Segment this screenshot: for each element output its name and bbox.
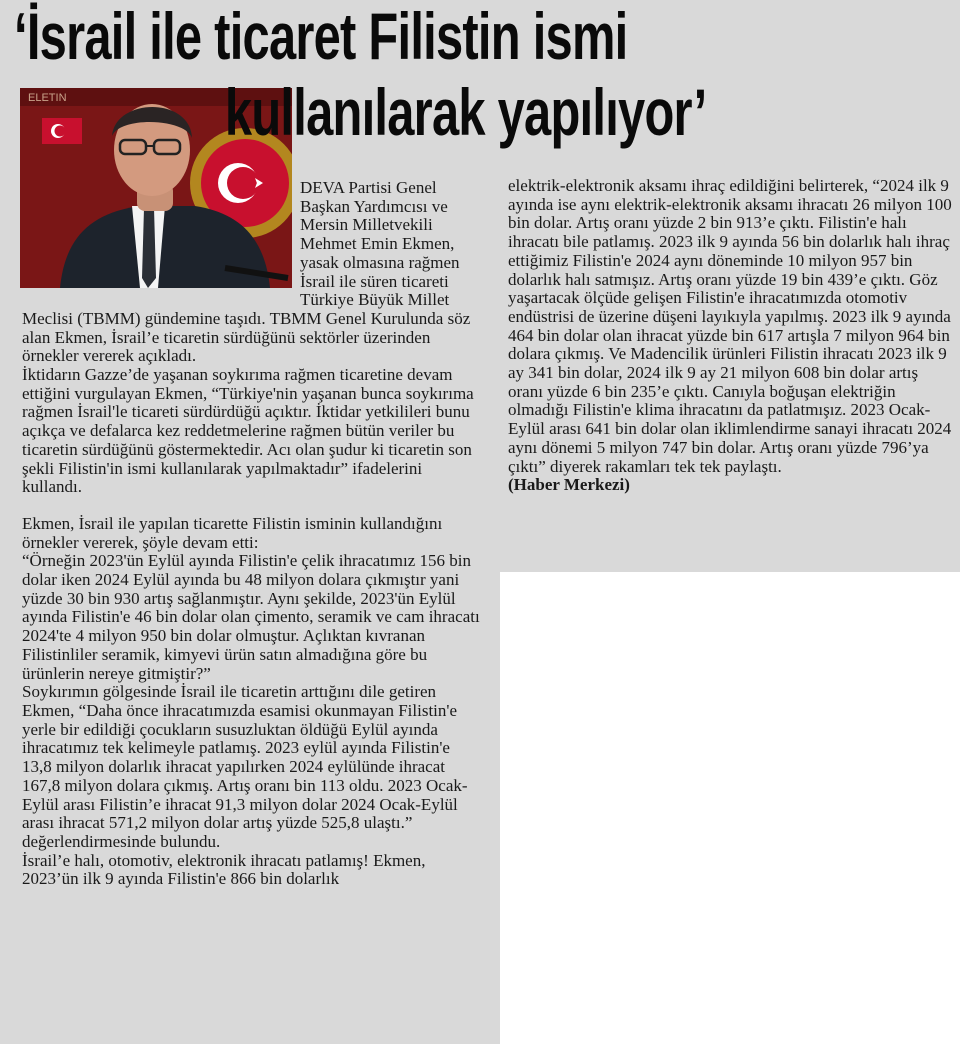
article-column-1 bbox=[22, 179, 480, 889]
photo-wrap-spacer bbox=[22, 179, 300, 298]
background-wall-text: ELETIN bbox=[28, 92, 67, 104]
paragraph-quote-2: “Örneğin 2023'ün Eylül ayında Filistin'e çelik ihracatımız 156 bin dolar iken 2024 Eylül ayında bu 48 milyon dolara çıkmıştır yani yüzde 30 bin 930 artış sağlanmıştır. Aynı şekilde, 2023'ün Eylül ayında Filistin'e 46 bin dolar olan çimento, seramik ve cam ihracatı 2024'te 4 milyon 950 bin dolar olmuştur. Açlıktan kıvranan Filistinliler seramik, kimyevi ürün satın almadığına göre bu ürünlerin nereye gitmiştir?” bbox=[22, 551, 480, 683]
paragraph-continuation: elektrik-elektronik aksamı ihraç edildiğini belirterek, “2024 ilk 9 ayında ise aynı elektrik-elektronik aksamı ihracatı 26 milyon 100 bin dolar. Artış oranı yüzde 2 bin 913’e çıktı. Filistin'e halı ihracatı bile patlamış. 2023 ilk 9 ayında 56 bin dolarlık halı ihraç ettiğimiz Filistin'e 2024 aynı döneminde 10 milyon 957 bin dolarlık halı satmışız. Artış oranı yüzde 19 bin 439’e çıktı. Göz yaşartacak ölçüde gelişen Filistin'e ihracatımızda otomotiv endüstrisi de üzerine düşeni layıkıyla yapılmış. 2023 ilk 9 ayında 464 bin dolar olan ihracat yüzde bin 617 artışla 7 milyon 964 bin dolara çıkmış. Ve Madencilik ürünleri Filistin ihracatı 2023 ilk 9 ay 341 bin dolar, 2024 ilk 9 ay 21 milyon 608 bin dolar artış oranı yüzde 6 bin 235’e çıktı. Canıyla boğuşan elektriğin olmadığı Filistin'e klima ihracatını da patlatmışız. 2023 Ocak-Eylül arası 641 bin dolar olan iklimlendirme sanayi ihracatı 2024 aynı dönemi 5 milyon 747 bin dolar. Artış oranı yüzde 796’ya çıktı” diyerek rakamları tek tek paylaştı. (Haber Merkezi) bbox=[508, 176, 952, 495]
article-column-2 bbox=[508, 177, 953, 495]
headline bbox=[14, 0, 710, 150]
paragraph-examples-intro: Ekmen, İsrail ile yapılan ticarette Filistin isminin kullandığını örnekler vererek, şöyle devam etti: bbox=[22, 513, 443, 552]
headline-line-2: kullanılarak yapılıyor’ bbox=[224, 75, 707, 149]
paragraph-quote-3: Soykırımın gölgesinde İsrail ile ticaretin arttığını dile getiren Ekmen, “Daha önce ihracatımızda esamisi okunmayan Filistin'e yerle bir edildiği çocukların susuzluktan öldüğü Eylül ayında ihracatımız tek kelimeyle patlamış. 2023 eylül ayında Filistin'e 13,8 milyon dolarlık ihracat yapılırken 2024 eylülünde ihracat 167,8 milyon dolara çıkmış. Artış oranı bin 113 oldu. 2023 Ocak-Eylül arası Filistin’e ihracat 91,3 milyon dolar 2024 Ocak-Eylül arası ihracat 571,2 milyon dolar artış yüzde 525,8 ulaştı.” değerlendirmesinde bulundu. bbox=[22, 682, 468, 851]
paragraph-intro: DEVA Partisi Genel Başkan Yardımcısı ve Mersin Milletvekili Mehmet Emin Ekmen, yasak olmasına rağmen İsrail ile süren ticareti Türkiye Büyük Millet Meclisi (TBMM) gündemine taşıdı. TBMM Genel Kurulunda söz alan Ekmen, İsrail’e ticaretin sürdüğünü sektörler üzerinden örnekler vererek açıkladı. bbox=[22, 178, 471, 366]
source-credit: (Haber Merkezi) bbox=[508, 475, 630, 495]
paragraph-subheading: İsrail’e halı, otomotiv, elektronik ihracatı patlamış! Ekmen, 2023’ün ilk 9 ayında Filistin'e 866 bin dolarlık bbox=[22, 850, 426, 889]
headline-line-1: ‘İsrail ile ticaret Filistin ismi bbox=[14, 0, 628, 73]
paragraph-quote-1: İktidarın Gazze’de yaşanan soykırıma rağmen ticaretine devam ettiğini vurgulayan Ekmen, “Türkiye'nin yaşanan bunca soykırıma rağmen İsrail'le ticareti sürdürdüğü açıktır. İktidar yetkilileri bunu açıkça ve defalarca kez reddetmelerine rağmen bütün veriler bu ticaretin sürdüğünü göstermektedir. Acı olan şudur ki ticaretin son şekli Filistin'in ismi kullanılarak yapılmaktadır” ifadelerini kullandı. bbox=[22, 365, 474, 497]
